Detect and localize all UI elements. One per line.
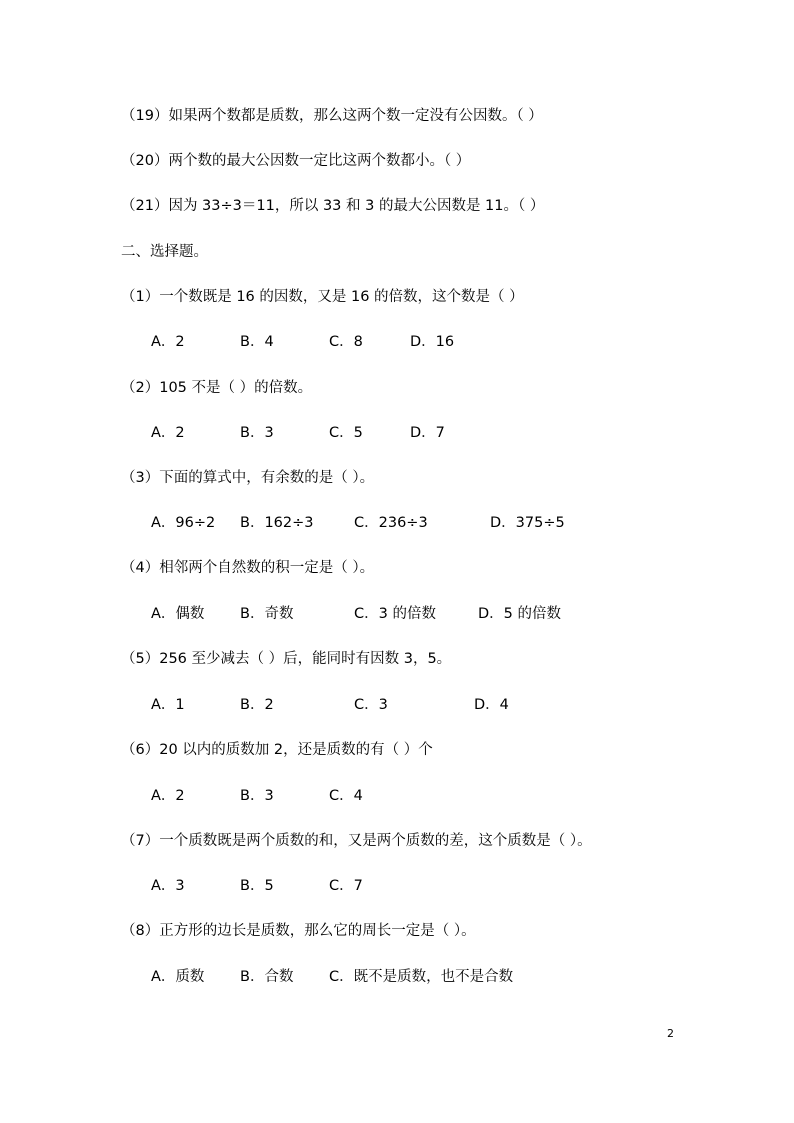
option-c: C．3 (354, 697, 388, 713)
page-number: 2 (667, 1027, 674, 1040)
option-b: B．合数 (240, 969, 294, 985)
option-d: D．5 的倍数 (478, 606, 561, 622)
option-b: B．3 (240, 788, 274, 804)
option-a: A．2 (151, 425, 185, 441)
option-d: D．7 (410, 425, 445, 441)
option-a: A．2 (151, 334, 185, 350)
option-b: B．2 (240, 697, 274, 713)
question-3-stem: （3）下面的算式中，有余数的是（ ）。 (121, 470, 375, 486)
question-5-stem: （5）256 至少减去（ ）后，能同时有因数 3，5。 (121, 651, 452, 667)
section-title: 二、选择题。 (121, 244, 208, 260)
question-2-stem: （2）105 不是（ ）的倍数。 (121, 380, 313, 396)
option-a: A．96÷2 (151, 515, 216, 531)
option-c: C．8 (329, 334, 363, 350)
question-6-stem: （6）20 以内的质数加 2，还是质数的有（ ）个 (121, 742, 433, 758)
question-7-stem: （7）一个质数既是两个质数的和，又是两个质数的差，这个质数是（ ）。 (121, 833, 592, 849)
option-a: A．质数 (151, 969, 205, 985)
option-b: B．3 (240, 425, 274, 441)
option-a: A．2 (151, 788, 185, 804)
option-c: C．既不是质数，也不是合数 (329, 969, 514, 985)
question-8-stem: （8）正方形的边长是质数，那么它的周长一定是（ ）。 (121, 923, 476, 939)
option-c: C．3 的倍数 (354, 606, 436, 622)
option-b: B．4 (240, 334, 274, 350)
option-c: C．4 (329, 788, 363, 804)
option-a: A．偶数 (151, 606, 205, 622)
option-c: C．5 (329, 425, 363, 441)
option-d: D．16 (410, 334, 455, 350)
option-d: D．375÷5 (490, 515, 565, 531)
question-4-stem: （4）相邻两个自然数的积一定是（ ）。 (121, 560, 375, 576)
true-false-item-19: （19）如果两个数都是质数，那么这两个数一定没有公因数。（ ） (121, 108, 543, 124)
option-b: B．奇数 (240, 606, 294, 622)
true-false-item-20: （20）两个数的最大公因数一定比这两个数都小。（ ） (121, 153, 471, 169)
option-b: B．5 (240, 878, 274, 894)
option-a: A．1 (151, 697, 185, 713)
option-d: D．4 (474, 697, 509, 713)
true-false-item-21: （21）因为 33÷3＝11，所以 33 和 3 的最大公因数是 11。（ ） (121, 198, 545, 214)
option-c: C．7 (329, 878, 363, 894)
question-1-stem: （1）一个数既是 16 的因数，又是 16 的倍数，这个数是（ ） (121, 289, 524, 305)
option-a: A．3 (151, 878, 185, 894)
option-c: C．236÷3 (354, 515, 428, 531)
option-b: B．162÷3 (240, 515, 314, 531)
